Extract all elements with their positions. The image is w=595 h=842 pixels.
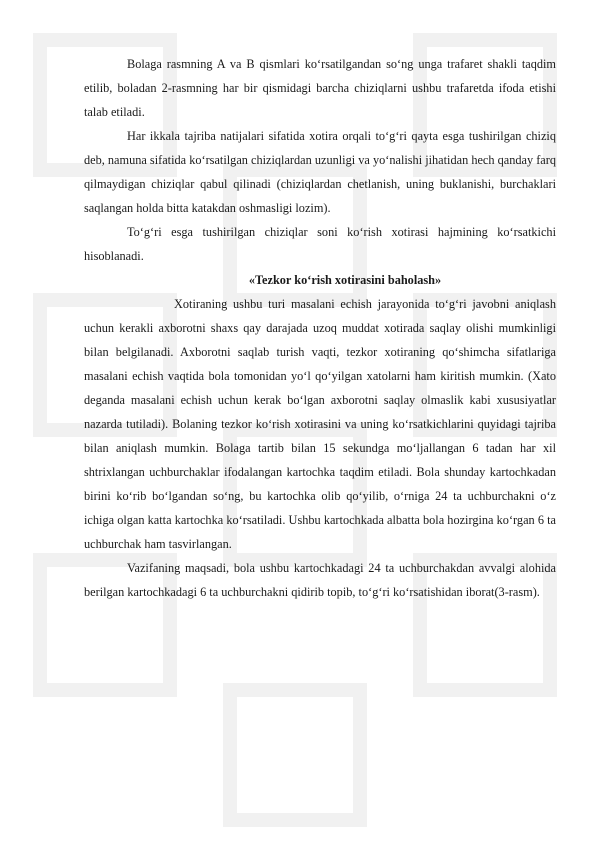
paragraph: Har ikkala tajriba natijalari sifatida xotira orqali to‘g‘ri qayta esga tushirilgan chiziq deb, namuna sifatida ko‘rsatilgan chiziqlardan uzunligi va yo‘nalishi jihatidan hech qanday farq qilmaydigan chiziqlar qabul qilinadi (chiziqlardan chetlanish, uning buklanishi, burchaklari saqlangan holda bitta katakdan oshmasligi lozim). <box>84 129 556 215</box>
paragraph: Bolaga rasmning A va B qismlari ko‘rsatilgandan so‘ng unga trafaret shakli taqdim etilib, boladan 2-rasmning har bir qismidagi barcha chiziqlarni ushbu trafaretda ifoda etishi talab etiladi. <box>84 57 556 119</box>
paragraph: Vazifaning maqsadi, bola ushbu kartochkadagi 24 ta uchburchakdan avvalgi alohida berilgan kartochkadagi 6 ta uchburchakni qidirib topib, to‘g‘ri ko‘rsatishidan iborat(3-rasm). <box>84 561 556 599</box>
section-heading: «Tezkor ko‘rish xotirasini baholash» <box>248 273 442 287</box>
paragraph: To‘g‘ri esga tushirilgan chiziqlar soni ko‘rish xotirasi hajmining ko‘rsatkichi hisoblanadi. <box>84 225 556 263</box>
paragraph: Xotiraning ushbu turi masalani echish jarayonida to‘g‘ri javobni aniqlash uchun kerakli axborotni shaxs qay darajada uzoq muddat xotirada saqlay olishi mumkinligi bilan belgilanadi. Axborotni saqlab turish vaqti, tezkor xotiraning qo‘shimcha sifatlariga masalani echish vaqtida bola tomonidan yo‘l qo‘yilgan xatolarni ham kiritish mumkin. (Xato deganda masalani echish uchun kerak bo‘lgan axborotni saqlay olmaslik kabi xususiyatlar nazarda tutiladi). Bolaning tezkor ko‘rish xotirasini va uning ko‘rsatkichlarini quyidagi tajriba bilan aniqlash mumkin. Bolaga tartib bilan 15 sekundga mo‘ljallangan 6 tadan har xil shtrixlangan uchburchaklar ifodalangan kartochka taqdim etiladi. Bola shunday kartochkadan birini ko‘rib bo‘lgandan so‘ng, bu kartochka olib qo‘yilib, o‘rniga 24 ta uchburchakni o‘z ichiga olgan katta kartochka ko‘rsatiladi. Ushbu kartochkada albatta bola hozirgina ko‘rgan 6 ta uchburchak ham tasvirlangan. <box>84 297 556 551</box>
document-body <box>84 52 556 604</box>
